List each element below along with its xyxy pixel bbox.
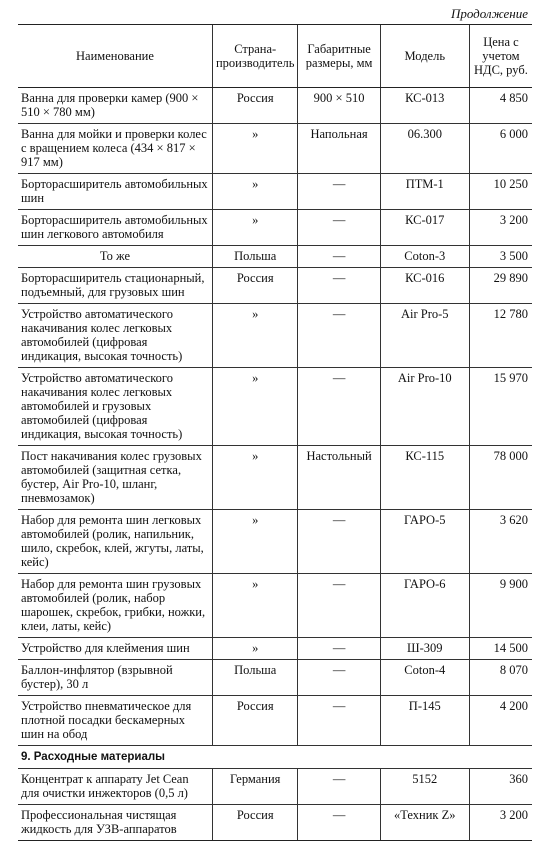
cell-price: 8 070 [469,660,532,696]
cell-model: Coton-4 [380,660,469,696]
cell-price: 4 200 [469,696,532,746]
cell-country: » [212,174,298,210]
cell-name: Ванна для проверки камер (900 × 510 × 780 мм) [18,88,212,124]
cell-name: Борторасширитель автомобильных шин легкового автомобиля [18,210,212,246]
cell-country: » [212,304,298,368]
cell-name: Устройство пневматическое для плотной посадки бескамерных шин на обод [18,696,212,746]
cell-price: 3 500 [469,246,532,268]
cell-price: 78 000 [469,446,532,510]
cell-size: — [298,246,380,268]
cell-country: Польша [212,246,298,268]
equipment-table [18,24,532,841]
cell-name: Борторасширитель автомобильных шин [18,174,212,210]
section-row [18,746,532,769]
cell-name: Устройство для клеймения шин [18,638,212,660]
cell-name: Набор для ремонта шин грузовых автомобилей (ролик, набор шарошек, скребок, грибки, ножки, клеи, латы, кейс) [18,574,212,638]
cell-price: 6 000 [469,124,532,174]
cell-model: Coton-3 [380,246,469,268]
cell-country: Россия [212,88,298,124]
table-row [18,246,532,268]
cell-price: 3 620 [469,510,532,574]
cell-model: Air Pro-10 [380,368,469,446]
cell-size: — [298,368,380,446]
cell-country: Россия [212,268,298,304]
cell-name: Устройство автоматического накачивания колес легковых автомобилей (цифровая индикация, высокая точность) [18,304,212,368]
table-row [18,574,532,638]
table-row [18,268,532,304]
cell-name: Борторасширитель стационарный, подъемный, для грузовых шин [18,268,212,304]
cell-model: 5152 [380,769,469,805]
cell-name: То же [18,246,212,268]
cell-model: Air Pro-5 [380,304,469,368]
cell-size: — [298,769,380,805]
cell-size: — [298,268,380,304]
table-row [18,368,532,446]
cell-size: 900 × 510 [298,88,380,124]
cell-size: — [298,174,380,210]
cell-model: КС-013 [380,88,469,124]
col-header-size: Габаритные размеры, мм [298,25,380,88]
cell-price: 12 780 [469,304,532,368]
table-row [18,446,532,510]
table-row [18,805,532,841]
cell-name: Баллон-инфлятор (взрывной бустер), 30 л [18,660,212,696]
table-row [18,638,532,660]
cell-name: Ванна для мойки и проверки колес с вращением колеса (434 × 817 × 917 мм) [18,124,212,174]
cell-country: » [212,446,298,510]
table-row [18,660,532,696]
cell-country: » [212,210,298,246]
cell-size: Напольная [298,124,380,174]
cell-model: 06.300 [380,124,469,174]
cell-name: Пост накачивания колес грузовых автомобилей (защитная сетка, бустер, Air Pro-10, шланг, пневмозамок) [18,446,212,510]
cell-size: — [298,210,380,246]
cell-name: Набор для ремонта шин легковых автомобилей (ролик, напильник, шило, скребок, клей, жгуты, латы, кейс) [18,510,212,574]
continuation-note: Продолжение [450,6,528,21]
cell-price: 29 890 [469,268,532,304]
cell-country: Германия [212,769,298,805]
cell-name: Концентрат к аппарату Jet Cean для очистки инжекторов (0,5 л) [18,769,212,805]
cell-country: » [212,638,298,660]
cell-model: П-145 [380,696,469,746]
cell-model: ПТМ-1 [380,174,469,210]
table-row [18,769,532,805]
cell-model: КС-017 [380,210,469,246]
cell-name: Устройство автоматического накачивания колес легковых автомобилей и грузовых автомобилей (цифровая индикация, высокая точность) [18,368,212,446]
cell-country: Россия [212,805,298,841]
section-title: 9. Расходные материалы [18,746,532,769]
cell-country: » [212,574,298,638]
cell-price: 4 850 [469,88,532,124]
cell-price: 10 250 [469,174,532,210]
table-row [18,174,532,210]
cell-model: КС-016 [380,268,469,304]
table-row [18,696,532,746]
cell-size: — [298,805,380,841]
table-row [18,210,532,246]
cell-size: — [298,510,380,574]
cell-size: — [298,638,380,660]
cell-model: КС-115 [380,446,469,510]
cell-size: — [298,660,380,696]
cell-price: 15 970 [469,368,532,446]
col-header-model: Модель [380,25,469,88]
table-row [18,510,532,574]
cell-model: ГАРО-6 [380,574,469,638]
cell-size: — [298,696,380,746]
table-row [18,124,532,174]
cell-model: ГАРО-5 [380,510,469,574]
table-row [18,304,532,368]
col-header-price: Цена с учетом НДС, руб. [469,25,532,88]
cell-price: 9 900 [469,574,532,638]
cell-size: Настольный [298,446,380,510]
cell-price: 360 [469,769,532,805]
cell-model: «Техник Z» [380,805,469,841]
cell-size: — [298,304,380,368]
cell-country: » [212,368,298,446]
col-header-country: Страна-производитель [212,25,298,88]
cell-price: 14 500 [469,638,532,660]
cell-country: » [212,124,298,174]
col-header-name: Наименование [18,25,212,88]
cell-price: 3 200 [469,805,532,841]
cell-size: — [298,574,380,638]
cell-price: 3 200 [469,210,532,246]
cell-country: » [212,510,298,574]
cell-model: Ш-309 [380,638,469,660]
header-row [18,25,532,88]
cell-country: Польша [212,660,298,696]
cell-country: Россия [212,696,298,746]
table-row [18,88,532,124]
cell-name: Профессиональная чистящая жидкость для УЗВ-аппаратов [18,805,212,841]
